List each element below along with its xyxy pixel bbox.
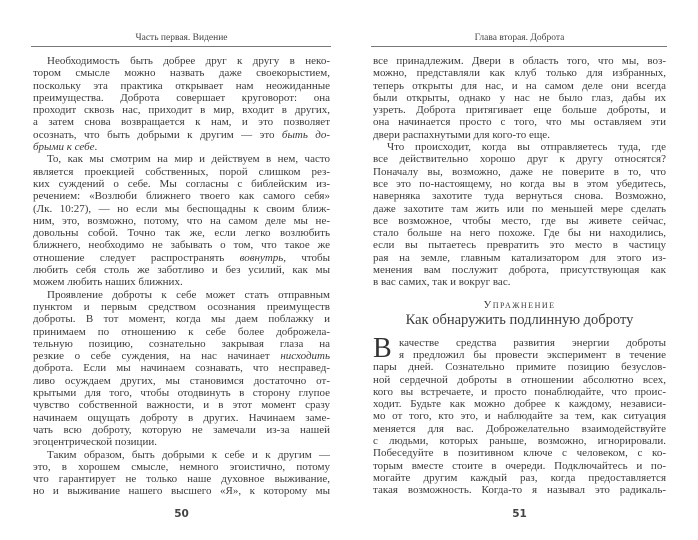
- text-line: [373, 215, 666, 227]
- text-line: [373, 410, 666, 422]
- text-run: пары дней. Сознательно примите позицию безуслов-: [373, 361, 666, 374]
- text-run: она начинается просто с того, что мы оставляем эти: [373, 116, 666, 129]
- text-line: [33, 116, 330, 128]
- text-run: Таким образом, быть добрыми к себе и к другим —: [47, 448, 330, 461]
- text-run: рая на земле, главным катализатором для этого из-: [373, 251, 666, 264]
- text-run: Поначалу вы, возможно, даже не поверите в то, что: [373, 165, 666, 178]
- text-run: речением: «Возлюби ближнего твоего как самого себя»: [33, 190, 330, 203]
- paragraph: [33, 449, 330, 498]
- body-text: [33, 55, 330, 498]
- text-run: можно, представляли как клуб только для избранных,: [373, 67, 666, 80]
- text-run: все возможное, чтобы место, где вы живете сейчас,: [373, 214, 666, 227]
- text-run: это, в хорошем смысле, немного эгоистично, потому: [33, 460, 330, 473]
- text-run: все принадлежим. Двери в область того, что мы, воз-: [373, 55, 666, 67]
- text-line: [373, 374, 666, 386]
- text-line: [33, 92, 330, 104]
- text-run: такая возможность. Когда-то я называл это радикаль-: [373, 484, 666, 497]
- page-number: 51: [512, 508, 527, 520]
- italic-emphasis: быть до-: [281, 128, 330, 141]
- paragraph: [33, 55, 330, 153]
- text-run: является проекцией собственных, порой слишком рез-: [33, 165, 330, 178]
- text-line: [373, 337, 666, 349]
- text-line: [33, 129, 330, 141]
- text-run: отношение следует распространять: [33, 251, 240, 264]
- text-line: [33, 239, 330, 251]
- text-line: [33, 80, 330, 92]
- text-line: [33, 375, 330, 387]
- text-line: [373, 239, 666, 251]
- text-line: [33, 141, 330, 153]
- paragraph: [33, 289, 330, 449]
- text-run: все это по-настоящему, но когда вы в этом убедитесь,: [373, 177, 666, 190]
- text-run: тельную позицию, сознательно закрывая глаза на: [33, 337, 330, 350]
- text-run: проходит сквозь нас, приходит в мир, входит в других,: [33, 104, 330, 117]
- text-line: [33, 362, 330, 374]
- text-line: [33, 338, 330, 350]
- text-run: стало больше на него похоже. Где бы ни находились,: [373, 227, 666, 240]
- italic-emphasis: брыми к себе: [33, 141, 95, 154]
- text-line: [373, 190, 666, 202]
- text-run: все действительно хорошо друг к другу относятся?: [373, 153, 666, 166]
- text-line: [33, 276, 330, 288]
- text-line: [373, 141, 666, 153]
- text-line: [373, 227, 666, 239]
- text-run: резкие о себе суждения, на нас начинает: [33, 350, 281, 363]
- text-line: [33, 289, 330, 301]
- text-run: двери распахнутыми для кого-то еще.: [373, 128, 550, 141]
- text-line: [33, 449, 330, 461]
- text-line: [373, 423, 666, 435]
- exercise-label: Упражнение: [483, 298, 556, 311]
- text-run: Побеседуйте в позитивном ключе с человеком, с ко-: [373, 447, 666, 460]
- text-run: начинаем ощущать доброту в других. Начинаем заме-: [33, 411, 330, 424]
- text-line: [33, 485, 330, 497]
- text-run: узреть. Доброта притягивает еще больше доброты, и: [373, 104, 666, 117]
- text-run: ких суждений о себе. Мы согласны с библейским из-: [33, 177, 330, 190]
- header-rule: [31, 46, 331, 47]
- text-run: Что происходит, когда вы отправляетесь туда, где: [387, 141, 666, 154]
- text-line: [373, 460, 666, 472]
- text-line: [373, 252, 666, 264]
- text-run: в вас самих, так и вокруг вас.: [373, 276, 511, 289]
- text-run: любить себя столь же заботливо и без усилий, как мы: [33, 264, 330, 277]
- italic-emphasis: вовнутрь: [239, 251, 284, 264]
- text-run: доброта. Если мы начинаем сознавать, что несправед-: [33, 362, 330, 375]
- text-line: [33, 190, 330, 202]
- text-line: [33, 252, 330, 264]
- text-line: [33, 461, 330, 473]
- text-run: поскольку эта практика открывает нам неожиданные: [33, 79, 330, 92]
- text-run: пунктом и первым средством осознания преимуществ: [33, 300, 330, 313]
- text-run: (Лк. 10:27), — но если мы беспощадны к своим ближ-: [33, 202, 330, 215]
- paragraph: [33, 153, 330, 288]
- text-line: [33, 399, 330, 411]
- text-line: [33, 387, 330, 399]
- text-line: [373, 178, 666, 190]
- text-run: чать всю доброту, которую не замечали из-за нашей: [33, 423, 330, 436]
- drop-cap: В: [373, 332, 392, 364]
- text-run: осознать, что быть добрыми к другим — это: [33, 128, 282, 141]
- running-head: Глава вторая. Доброта: [474, 33, 565, 43]
- paragraph: [373, 141, 666, 289]
- text-run: если вы пытаетесь превратить это место в частицу: [373, 239, 666, 252]
- text-run: были открыты, однако у нас не было глаз, дабы их: [373, 91, 666, 104]
- text-line: [33, 67, 330, 79]
- text-run: можем любить наших ближних.: [33, 276, 183, 289]
- text-line: [33, 203, 330, 215]
- text-run: я предложил бы провести эксперимент в течение: [399, 348, 666, 361]
- text-line: [33, 301, 330, 313]
- page-number: 50: [174, 508, 189, 520]
- text-line: [373, 153, 666, 165]
- text-line: [373, 116, 666, 128]
- text-run: теперь открыты для нас, и на самом деле они всегда: [373, 79, 666, 92]
- text-run: крытыми для того, чтобы отодвинуть в сторону глупое: [33, 387, 330, 400]
- text-line: [33, 326, 330, 338]
- text-run: ближнего, необходимо не забывать о том, что такое же: [33, 239, 330, 252]
- text-line: [373, 92, 666, 104]
- text-line: [33, 153, 330, 165]
- text-line: [33, 473, 330, 485]
- text-line: [373, 104, 666, 116]
- text-run: торым вместе стоите в очереди. Подключайтесь и по-: [373, 459, 666, 472]
- text-run: чувство собственной важности, и в этот момент сразу: [33, 399, 330, 412]
- text-run: ходит. Будьте как можно добрее к каждому, независи-: [373, 398, 666, 411]
- text-run: кого вы встречаете, и просто понаблюдайте, что проис-: [373, 385, 666, 398]
- text-run: То, как мы смотрим на мир и действуем в нем, часто: [47, 153, 330, 166]
- text-line: [33, 350, 330, 362]
- text-run: менения вам послужит доброта, присутствующая как: [373, 264, 666, 277]
- paragraph: [373, 55, 666, 141]
- right-page: [349, 0, 698, 540]
- text-run: меняется для вас. Доброжелательно взаимодействуйте: [373, 422, 666, 435]
- text-line: [373, 67, 666, 79]
- text-run: могайте другим каждый раз, когда предоставляется: [373, 471, 666, 484]
- text-run: наверняка захотите туда вернуться снова. Возможно,: [373, 190, 666, 203]
- text-run: принимаем по отношению к себе более доброжела-: [33, 325, 330, 338]
- text-line: [373, 398, 666, 410]
- text-line: [373, 435, 666, 447]
- text-run: даже захотите там жить или по меньшей мере сделать: [373, 202, 666, 215]
- exercise-title: Как обнаружить подлинную доброту: [405, 311, 634, 328]
- text-run: тором смысле можно назвать даже своекорыстием,: [33, 67, 330, 80]
- text-line: [33, 424, 330, 436]
- text-run: мо от того, кто это, и наблюдайте за тем, как ситуация: [373, 410, 666, 423]
- text-run: .: [94, 141, 98, 154]
- text-line: [33, 436, 330, 448]
- text-run: Проявление доброты к себе может стать отправным: [47, 288, 330, 301]
- text-line: [33, 313, 330, 325]
- text-line: [373, 484, 666, 496]
- text-line: [373, 349, 666, 361]
- text-line: [33, 166, 330, 178]
- text-run: ной сердечной доброты в отношении абсолютно всех,: [373, 373, 666, 386]
- text-line: [373, 80, 666, 92]
- running-head: Часть первая. Видение: [135, 33, 228, 43]
- text-line: [33, 264, 330, 276]
- text-line: [33, 227, 330, 239]
- text-line: [373, 361, 666, 373]
- text-line: [373, 264, 666, 276]
- header-rule: [371, 46, 667, 47]
- text-line: [373, 472, 666, 484]
- text-run: с людьми, которых раньше, возможно, игнорировали.: [373, 435, 666, 448]
- text-line: [373, 166, 666, 178]
- text-line: [33, 178, 330, 190]
- text-run: довольны собой. Точно так же, если легко возлюбить: [33, 227, 330, 240]
- text-line: [373, 203, 666, 215]
- text-line: [33, 104, 330, 116]
- text-line: [373, 55, 666, 67]
- text-line: [373, 386, 666, 398]
- text-run: , чтобы: [283, 251, 330, 264]
- body-text: [373, 55, 666, 497]
- text-run: но и выживание нашего высшего «Я», к которому мы: [33, 485, 330, 498]
- text-run: преимущества. Доброта совершает круговорот: она: [33, 91, 330, 104]
- text-run: а затем снова возвращается к нам, и это позволяет: [33, 116, 330, 129]
- text-line: [373, 276, 666, 288]
- text-line: [33, 215, 330, 227]
- italic-emphasis: нисходить: [280, 350, 330, 363]
- text-run: Необходимость быть добрее друг к другу в неко-: [47, 55, 330, 67]
- text-line: [33, 412, 330, 424]
- text-line: [373, 447, 666, 459]
- text-line: [373, 129, 666, 141]
- text-run: что гарантирует не только наше духовное выживание,: [33, 473, 330, 486]
- text-run: ливо осуждаем других, мы становимся достаточно от-: [33, 374, 330, 387]
- text-line: [33, 55, 330, 67]
- text-run: ним, это, возможно, потому, что на самом деле мы не-: [33, 214, 330, 227]
- text-run: эгоцентрической позиции.: [33, 436, 157, 449]
- text-run: доброты. В тот момент, когда мы даем поблажку и: [33, 313, 330, 326]
- exercise-paragraph: [373, 332, 666, 497]
- text-run: качестве средства развития энергии доброты: [399, 336, 666, 349]
